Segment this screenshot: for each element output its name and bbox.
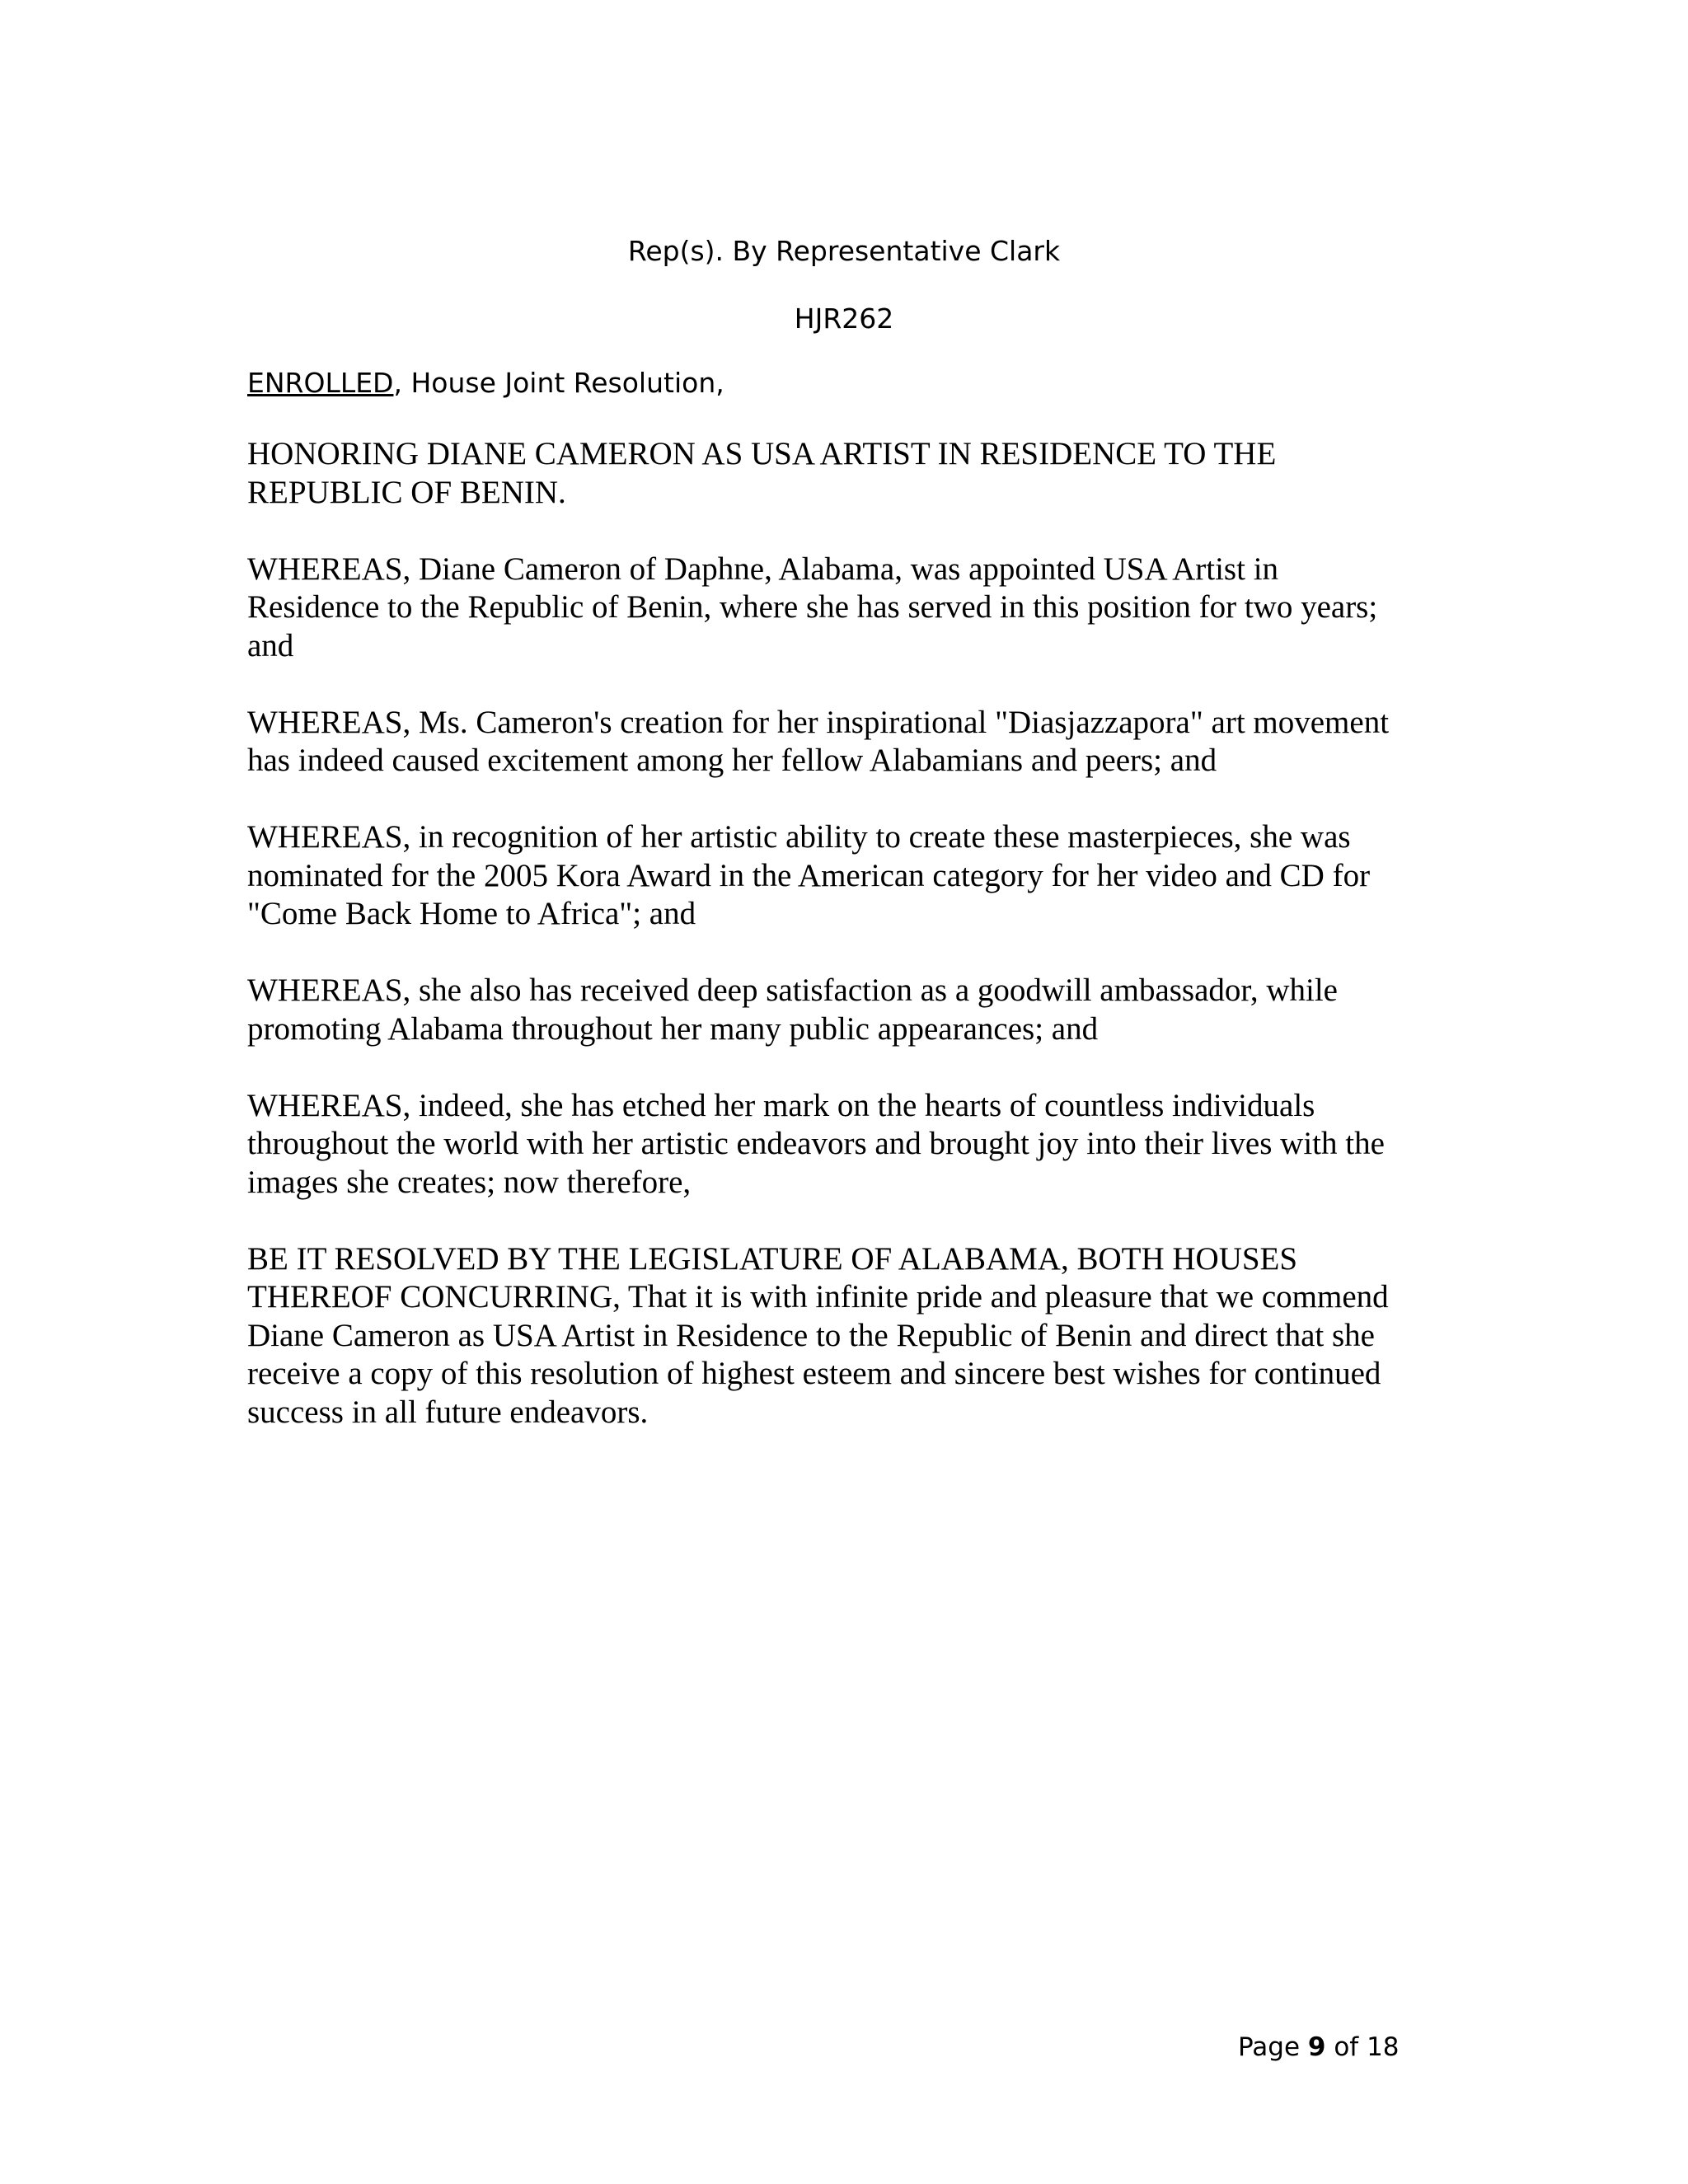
whereas-paragraph [247,704,1451,780]
title-line: REPUBLIC OF BENIN. [247,474,566,510]
page-label: Page [1238,2032,1308,2062]
paragraph-line: Diane Cameron as USA Artist in Residence to the Republic of Benin and direct that she [247,1317,1375,1353]
paragraph-line: BE IT RESOLVED BY THE LEGISLATURE OF ALABAMA, BOTH HOUSES [247,1240,1298,1277]
title-line: HONORING DIANE CAMERON AS USA ARTIST IN RESIDENCE TO THE [247,436,1277,471]
paragraph-line: throughout the world with her artistic endeavors and brought joy into their lives with the [247,1126,1385,1161]
whereas-paragraph [247,551,1451,666]
enrolled-label: ENROLLED [247,367,394,399]
paragraph-line: Residence to the Republic of Benin, where she has served in this position for two years; [247,589,1378,625]
paragraph-line: success in all future endeavors. [247,1394,649,1430]
enrolled-line [247,364,724,402]
resolution-title [247,435,1451,512]
paragraph-line: images she creates; now therefore, [247,1164,692,1200]
paragraph-line: promoting Alabama throughout her many public appearances; and [247,1010,1099,1047]
paragraph-line: receive a copy of this resolution of highest esteem and sincere best wishes for continued [247,1356,1381,1391]
paragraph-line: has indeed caused excitement among her fellow Alabamians and peers; and [247,743,1217,778]
paragraph-line: WHEREAS, she also has received deep satisfaction as a goodwill ambassador, while [247,972,1338,1008]
page-number [1238,2029,1400,2065]
paragraph-line: WHEREAS, Diane Cameron of Daphne, Alabama, was appointed USA Artist in [247,551,1279,587]
page-current: 9 [1307,2032,1326,2062]
whereas-paragraph [247,818,1451,934]
paragraph-line: WHEREAS, indeed, she has etched her mark on the hearts of countless individuals [247,1087,1315,1123]
paragraph-line: nominated for the 2005 Kora Award in the American category for her video and CD for [247,857,1371,893]
page-of: of [1325,2032,1367,2062]
resolution-body [247,435,1451,1470]
paragraph-line: THEREOF CONCURRING, That it is with infinite pride and pleasure that we commend [247,1279,1389,1315]
paragraph-line: WHEREAS, in recognition of her artistic ability to create these masterpieces, she was [247,819,1351,855]
page-total: 18 [1367,2032,1400,2062]
resolved-paragraph [247,1240,1451,1432]
whereas-paragraph [247,972,1451,1048]
paragraph-line: and [247,627,294,663]
resolution-type: , House Joint Resolution, [393,367,724,399]
sponsor-line: Rep(s). By Representative Clark [627,235,1061,267]
paragraph-line: "Come Back Home to Africa"; and [247,896,696,931]
bill-number: HJR262 [794,302,894,335]
whereas-paragraph [247,1087,1451,1202]
paragraph-line: WHEREAS, Ms. Cameron's creation for her inspirational "Diasjazzapora" art movement [247,704,1390,740]
